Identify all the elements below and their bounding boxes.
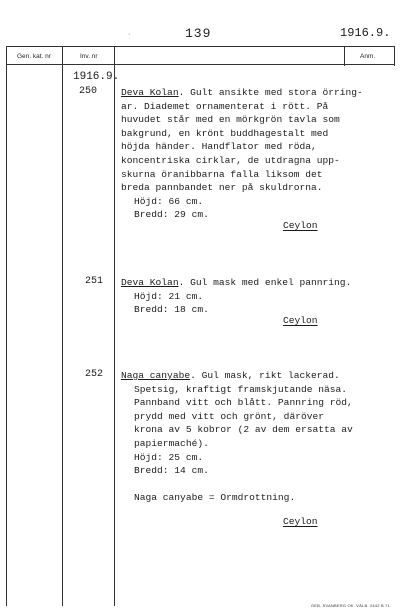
entry-line: papiermaché). <box>134 438 209 449</box>
entry-line: höjda händer. Handflator med röda, <box>121 141 317 153</box>
inventory-number: 250 <box>79 86 98 97</box>
entry-line: krona av 5 kobror (2 av dem ersatta av <box>134 424 353 436</box>
entry-note: Naga canyabe = Ormdrottning. <box>134 492 296 504</box>
entry-line: Pannband vitt och blått. Pannring röd, <box>134 397 353 409</box>
column-header-gen-kat-nr: Gen. kat. nr <box>17 53 51 60</box>
entry-first-line: . Gul mask, rikt lackerad. <box>190 370 340 381</box>
column-header-inv-nr: Inv. nr <box>80 53 98 60</box>
header-bottom-rule <box>6 64 394 65</box>
column-header-anm: Anm. <box>360 53 376 60</box>
entry-title: Deva Kolan <box>121 87 179 98</box>
anm-column-rule <box>344 46 345 66</box>
page-number: 139 <box>185 26 212 41</box>
entry-height: Höjd: 66 cm. <box>134 195 204 207</box>
entry-height: Höjd: 21 cm. <box>134 290 204 302</box>
inv-column-rule <box>114 46 115 606</box>
inventory-number: 252 <box>85 369 104 380</box>
group-date: 1916.9. <box>73 71 120 83</box>
entry-first-line: . Gult ansikte med stora örring- <box>178 87 363 98</box>
entry-width: Bredd: 18 cm. <box>134 304 209 316</box>
gen-kat-column-rule <box>62 46 63 606</box>
entry-title: Naga canyabe <box>121 370 191 381</box>
entry-origin: Ceylon <box>283 516 318 527</box>
right-border-rule <box>394 46 395 66</box>
left-border-rule <box>6 46 7 606</box>
inventory-number: 251 <box>85 276 104 287</box>
margin-tick: ᐧ <box>128 31 131 40</box>
entry-line: huvudet står med en mörkgrön tavla som <box>121 114 340 126</box>
entry-width: Bredd: 14 cm. <box>134 465 209 477</box>
entry-first-line: . Gul mask med enkel pannring. <box>178 277 352 288</box>
entry-description <box>121 276 351 290</box>
entry-line: ar. Diademet ornamenterat i rött. På <box>121 100 329 112</box>
entry-title: Deva Kolan <box>121 277 179 288</box>
header-top-rule <box>6 46 394 47</box>
header-date: 1916.9. <box>340 26 391 40</box>
entry-line: prydd med vitt och grönt, däröver <box>134 410 324 422</box>
entry-line: skurna öranibbarna falla liksom det <box>121 168 323 180</box>
entry-origin: Ceylon <box>283 315 318 326</box>
entry-description <box>121 369 340 383</box>
entry-line: koncentriska cirklar, de utdragna upp- <box>121 155 340 166</box>
entry-description <box>121 86 363 100</box>
entry-width: Bredd: 29 cm. <box>134 209 209 221</box>
entry-line: Spetsig, kraftigt framskjutande näsa. <box>134 383 348 395</box>
printer-mark: GEB. SVANBERG OK. VÄLB. 2442 B 71 <box>310 603 390 608</box>
entry-line: bakgrund, en krönt buddhagestalt med <box>121 127 329 139</box>
entry-height: Höjd: 25 cm. <box>134 451 204 463</box>
entry-line: breda pannbandet ner på skuldrorna. <box>121 182 323 194</box>
entry-origin: Ceylon <box>283 220 318 231</box>
